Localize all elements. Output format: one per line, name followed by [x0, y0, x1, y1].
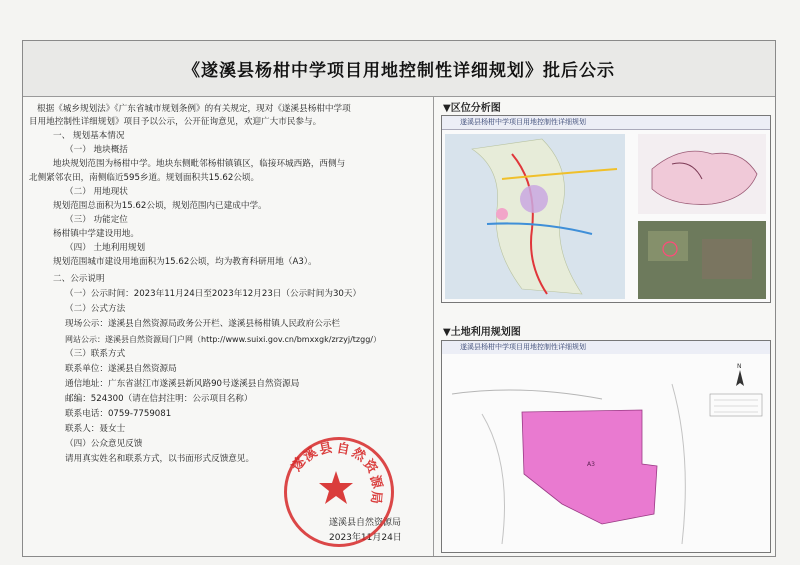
paragraph-line: 地块规划范围为杨柑中学。地块东侧毗邻杨柑镇镇区，临接环城西路，西侧与 — [53, 159, 346, 169]
location-map-image — [442, 129, 770, 302]
subsection-heading: （四）公众意见反馈 — [65, 439, 143, 449]
section-heading: 二、公示说明 — [53, 274, 105, 284]
intro-line-2: 目用地控制性详细规划》项目予以公示，公开征询意见，欢迎广大市民参与。 — [29, 117, 322, 127]
landuse-map-panel — [441, 340, 771, 553]
section-title-landuse: ▼土地利用规划图 — [443, 327, 521, 338]
title-band — [23, 41, 775, 97]
paragraph-line: 现场公示：遂溪县自然资源局政务公开栏、遂溪县杨柑镇人民政府公示栏 — [65, 319, 341, 329]
location-map-panel — [441, 115, 771, 303]
subsection-heading: （二） 用地现状 — [65, 187, 128, 197]
paragraph-line: 请用真实姓名和联系方式，以书面形式反馈意见。 — [65, 454, 255, 464]
subsection-heading: （三）联系方式 — [65, 349, 126, 359]
section-title-location: ▼区位分析图 — [443, 103, 501, 114]
signature-date: 2023年11月24日 — [329, 533, 402, 543]
paragraph-line: 杨柑镇中学建设用地。 — [53, 229, 139, 239]
section-heading: 一、 规划基本情况 — [53, 131, 125, 141]
paragraph-line: 规划范围城市建设用地面积为15.62公顷，均为教育科研用地（A3）。 — [53, 257, 317, 267]
panel-title: 遂溪县杨柑中学项目用地控制性详细规划 — [442, 341, 770, 355]
landuse-map-image — [442, 354, 770, 552]
subsection-heading: （三） 功能定位 — [65, 215, 128, 225]
official-seal: 遂 溪 县 自 然 资 源 局 — [284, 437, 394, 547]
paragraph-line: （一）公示时间：2023年11月24日至2023年12月23日（公示时间为30天） — [65, 289, 362, 299]
paragraph-line: 规划范围总面积为15.62公顷，规划范围内已建成中学。 — [53, 201, 267, 211]
svg-text:N: N — [737, 363, 742, 370]
subsection-heading: （四） 土地利用规划 — [65, 243, 146, 253]
paragraph-line: 联系单位：遂溪县自然资源局 — [65, 364, 177, 374]
page-title: 《遂溪县杨柑中学项目用地控制性详细规划》批后公示 — [183, 61, 615, 81]
intro-line-1: 根据《城乡规划法》《广东省城市规划条例》的有关规定，现对《遂溪县杨柑中学项 — [37, 104, 351, 114]
signature-org: 遂溪县自然资源局 — [329, 518, 402, 528]
paragraph-line: 网站公示：遂溪县自然资源局门户网（http://www.suixi.gov.cn/bmxxgk/zrzyj/tzgg/） — [65, 335, 381, 344]
paragraph-line: 联系电话：0759-7759081 — [65, 409, 172, 419]
panel-title: 遂溪县杨柑中学项目用地控制性详细规划 — [442, 116, 770, 130]
map-column — [435, 97, 775, 556]
notice-board — [22, 40, 776, 557]
subsection-heading: （一） 地块概括 — [65, 145, 128, 155]
svg-text:A3: A3 — [587, 461, 595, 468]
paragraph-line: 邮编：524300（请在信封注明：公示项目名称） — [65, 394, 253, 404]
paragraph-line: 联系人：聂女士 — [65, 424, 126, 434]
subsection-heading: （二）公式方法 — [65, 304, 126, 314]
paragraph-line: 北侧紧邻农田，南侧临近595乡道。规划面积共15.62公顷。 — [29, 173, 260, 183]
paragraph-line: 通信地址：广东省湛江市遂溪县新风路90号遂溪县自然资源局 — [65, 379, 300, 389]
